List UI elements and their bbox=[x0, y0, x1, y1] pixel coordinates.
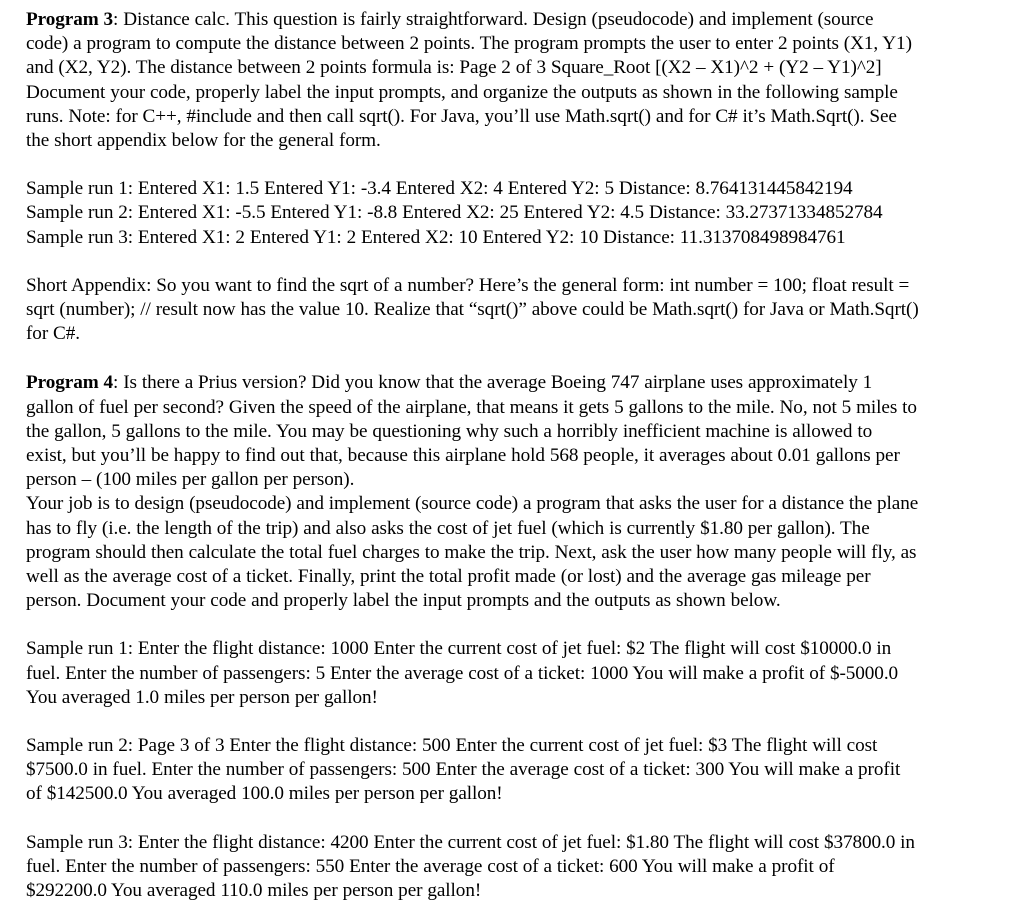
program4-line-3: exist, but you’ll be happy to find out that, because this airplane hold 568 people, it averages about 0.01 gallons per bbox=[26, 445, 900, 467]
program3-sample-run-2: Sample run 2: Entered X1: -5.5 Entered Y1: -8.8 Entered X2: 25 Entered Y2: 4.5 Distance: 33.27371334852784 bbox=[26, 202, 883, 224]
program4-run3-line-2: fuel. Enter the number of passengers: 550 Enter the average cost of a ticket: 600 You will make a profit of bbox=[26, 855, 835, 877]
document-page bbox=[26, 8, 1012, 903]
short-appendix bbox=[26, 274, 1012, 347]
program4-title-line bbox=[26, 371, 1012, 395]
program4-line-9: person. Document your code and properly label the input prompts and the outputs as shown below. bbox=[26, 590, 781, 612]
program4-line-5: Your job is to design (pseudocode) and implement (source code) a program that asks the user for a distance the plane bbox=[26, 493, 919, 515]
program3-sample-runs bbox=[26, 177, 1012, 250]
program4-run2-line-2: $7500.0 in fuel. Enter the number of passengers: 500 Enter the average cost of a ticket: 300 You will make a profit bbox=[26, 759, 901, 781]
program3-line-4: runs. Note: for C++, #include and then call sqrt(). For Java, you’ll use Math.sqrt() and for C# it’s Math.Sqrt(). See bbox=[26, 105, 897, 127]
program3-sample-run-1: Sample run 1: Entered X1: 1.5 Entered Y1: -3.4 Entered X2: 4 Entered Y2: 5 Distance: 8.764131445842194 bbox=[26, 178, 853, 200]
appendix-line-2: sqrt (number); // result now has the value 10. Realize that “sqrt()” above could be Math.sqrt() for Java or Math.Sqrt() bbox=[26, 299, 919, 321]
program4-sample-run-3 bbox=[26, 831, 1012, 904]
program4-run3-line-3: $292200.0 You averaged 110.0 miles per person per gallon! bbox=[26, 880, 482, 902]
program3-line-1: code) a program to compute the distance between 2 points. The program prompts the user to enter 2 points (X1, Y1) bbox=[26, 33, 912, 55]
program4-run1-line-2: fuel. Enter the number of passengers: 5 Enter the average cost of a ticket: 1000 You will make a profit of $-5000.0 bbox=[26, 662, 899, 684]
program3-title-line bbox=[26, 8, 1012, 32]
program3-description bbox=[26, 8, 1012, 153]
program4-title-text: : Is there a Prius version? Did you know that the average Boeing 747 airplane uses approximately 1 bbox=[113, 372, 873, 394]
program3-line-5: the short appendix below for the general form. bbox=[26, 130, 381, 152]
program4-run1-line-3: You averaged 1.0 miles per person per gallon! bbox=[26, 686, 378, 708]
appendix-line-1: Short Appendix: So you want to find the sqrt of a number? Here’s the general form: int number = 100; float result = bbox=[26, 274, 910, 296]
program4-run3-line-1: Sample run 3: Enter the flight distance: 4200 Enter the current cost of jet fuel: $1.80 The flight will cost $37800.0 in bbox=[26, 831, 915, 853]
program3-line-2: and (X2, Y2). The distance between 2 points formula is: Page 2 of 3 Square_Root [(X2 – X1)^2 + (Y2 – Y1)^2] bbox=[26, 57, 882, 79]
appendix-line-3: for C#. bbox=[26, 323, 80, 345]
program4-line-6: has to fly (i.e. the length of the trip) and also asks the cost of jet fuel (which is currently $1.80 per gallon). The bbox=[26, 517, 870, 539]
program3-sample-run-3: Sample run 3: Entered X1: 2 Entered Y1: 2 Entered X2: 10 Entered Y2: 10 Distance: 11.313708498984761 bbox=[26, 226, 846, 248]
program4-heading: Program 4 bbox=[26, 372, 114, 394]
program4-sample-run-1 bbox=[26, 637, 1012, 710]
program4-line-2: the gallon, 5 gallons to the mile. You may be questioning why such a horribly inefficient machine is allowed to bbox=[26, 420, 873, 442]
program4-line-7: program should then calculate the total fuel charges to make the trip. Next, ask the user how many people will fly, as bbox=[26, 541, 917, 563]
program4-description bbox=[26, 371, 1012, 613]
program4-run1-line-1: Sample run 1: Enter the flight distance: 1000 Enter the current cost of jet fuel: $2 The flight will cost $10000.0 in bbox=[26, 638, 892, 660]
program3-line-3: Document your code, properly label the input prompts, and organize the outputs as shown in the following sample bbox=[26, 81, 898, 103]
program4-sample-run-2 bbox=[26, 734, 1012, 807]
program3-heading: Program 3 bbox=[26, 9, 114, 30]
program4-line-8: well as the average cost of a ticket. Finally, print the total profit made (or lost) and the average gas mileage per bbox=[26, 566, 871, 588]
program4-line-4: person – (100 miles per gallon per person). bbox=[26, 469, 355, 491]
program3-title-text: : Distance calc. This question is fairly straightforward. Design (pseudocode) and implement (source bbox=[113, 9, 874, 30]
program4-run2-line-3: of $142500.0 You averaged 100.0 miles per person per gallon! bbox=[26, 783, 503, 805]
program4-run2-line-1: Sample run 2: Page 3 of 3 Enter the flight distance: 500 Enter the current cost of jet fuel: $3 The flight will cost bbox=[26, 735, 878, 757]
program4-line-1: gallon of fuel per second? Given the speed of the airplane, that means it gets 5 gallons to the mile. No, not 5 miles to bbox=[26, 396, 917, 418]
